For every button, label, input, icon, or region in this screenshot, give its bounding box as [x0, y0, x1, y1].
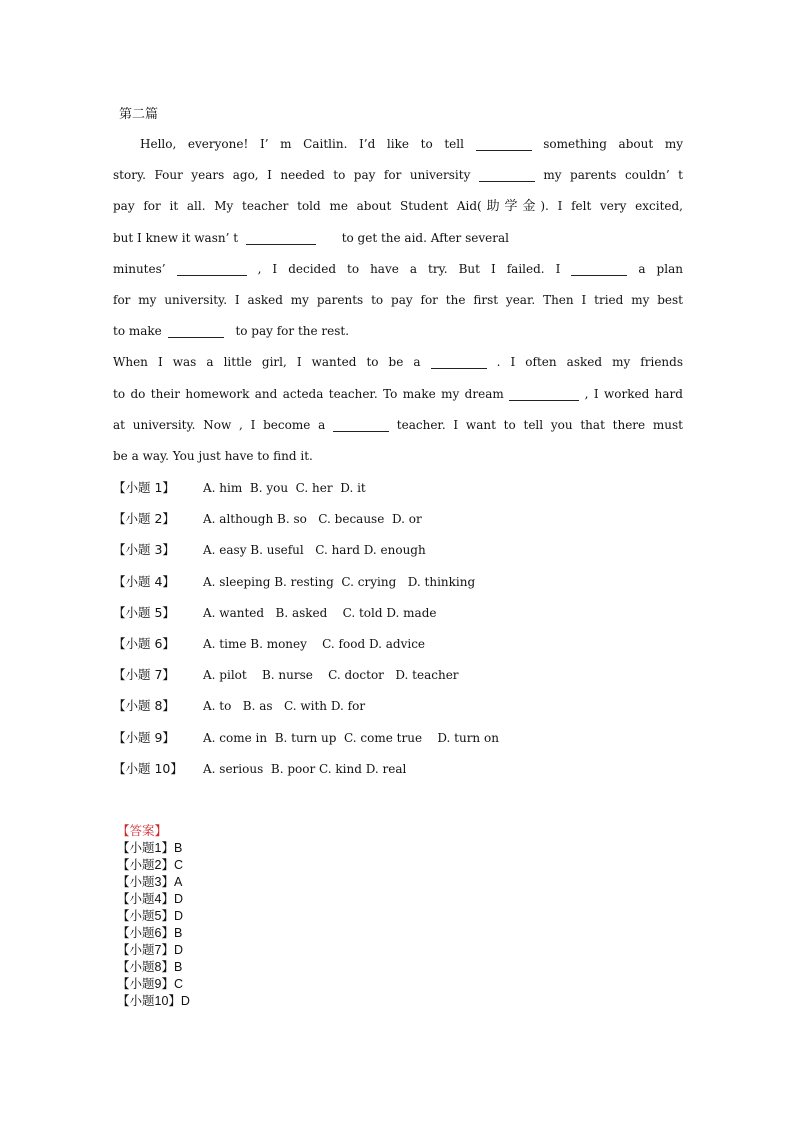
question-item: [113, 538, 683, 569]
question-list: [113, 476, 683, 788]
answer-item: 【小题5】D: [117, 909, 183, 923]
question-options: A. sleeping B. resting C. crying D. thinking: [203, 574, 476, 589]
question-label: 【小题 10】: [113, 760, 183, 776]
blank-9: [333, 417, 389, 432]
question-label: 【小题 6】: [113, 635, 175, 651]
blank-1: [476, 136, 532, 151]
passage-text: be a way. You just have to find it.: [113, 448, 313, 463]
question-options: A. wanted B. asked C. told D. made: [203, 605, 437, 620]
question-options: A. although B. so C. because D. or: [203, 512, 422, 527]
answer-item: 【小题9】C: [117, 977, 183, 991]
question-item: [113, 663, 683, 694]
question-options: A. serious B. poor C. kind D. real: [203, 761, 407, 776]
question-options: A. time B. money C. food D. advice: [203, 636, 426, 651]
blank-4: [177, 261, 247, 276]
passage-text: . I often asked my friends: [496, 355, 683, 370]
passage-text: a plan: [638, 261, 683, 276]
passage-text: minutes’: [113, 261, 166, 276]
passage-line-1: [113, 132, 683, 163]
passage-text: but I knew it wasn’ t: [113, 230, 239, 245]
passage-text: , I decided to have a try. But I failed. I: [257, 261, 561, 276]
question-label: 【小题 1】: [113, 480, 175, 495]
passage-text: When I was a little girl, I wanted to be a: [113, 355, 421, 370]
passage-text: story. Four years ago, I needed to pay for university: [113, 168, 471, 183]
answer-item: 【小题6】B: [117, 926, 183, 940]
passage-line-11: [113, 444, 683, 475]
question-options: A. easy B. useful C. hard D. enough: [203, 543, 426, 558]
passage-text: for my university. I asked my parents to pay for the first year. Then I tried my best: [113, 292, 683, 307]
question-item: [113, 632, 683, 663]
cloze-passage: [113, 132, 683, 475]
passage-text: , I worked hard: [584, 386, 683, 401]
answer-item: 【小题7】D: [117, 943, 183, 957]
answer-item: 【小题3】A: [117, 875, 183, 889]
blank-3: [246, 230, 316, 245]
blank-2: [479, 167, 535, 182]
passage-text: to make: [113, 324, 162, 339]
question-item: [113, 757, 683, 788]
answer-title: 【答案】: [117, 824, 168, 838]
passage-text: Hello, everyone! I’ m Caitlin. I’d like to tell: [140, 137, 464, 151]
question-label: 【小题 2】: [113, 511, 175, 527]
passage-line-9: [113, 382, 683, 413]
passage-text: to get the aid. After several: [341, 230, 509, 245]
question-label: 【小题 7】: [113, 667, 175, 683]
chinese-gloss: 助学金: [481, 199, 541, 215]
section-heading: 第二篇: [119, 107, 159, 122]
question-options: A. him B. you C. her D. it: [203, 481, 366, 495]
passage-text: to pay for the rest.: [235, 324, 350, 339]
answer-item: 【小题10】D: [117, 994, 190, 1008]
passage-line-2: [113, 163, 683, 194]
question-label: 【小题 9】: [113, 729, 175, 745]
passage-text-part: ). I felt very excited,: [540, 199, 683, 214]
passage-text: to do their homework and acteda teacher. To make my dream: [113, 386, 504, 401]
passage-line-7: [113, 319, 683, 350]
question-item: [113, 601, 683, 632]
passage-text: my parents couldn’ t: [543, 168, 683, 183]
blank-6: [168, 323, 224, 338]
answer-key: [117, 823, 190, 1010]
question-item: [113, 570, 683, 601]
question-label: 【小题 8】: [113, 698, 175, 714]
passage-text-part: pay for it all. My teacher told me about Student Aid(: [113, 199, 482, 214]
passage-text: something about my: [543, 137, 683, 151]
passage-text: teacher. I want to tell you that there must: [396, 417, 683, 432]
passage-line-8: [113, 350, 683, 381]
passage-line-10: [113, 413, 683, 444]
question-item: [113, 507, 683, 538]
question-options: A. to B. as C. with D. for: [203, 699, 366, 714]
passage-text: [113, 199, 683, 213]
blank-8: [509, 386, 579, 401]
answer-item: 【小题2】C: [117, 858, 183, 872]
question-item: [113, 476, 683, 507]
blank-7: [431, 354, 487, 369]
answer-item: 【小题8】B: [117, 960, 183, 974]
blank-5: [571, 261, 627, 276]
passage-text: at university. Now , I become a: [113, 417, 326, 432]
answer-item: 【小题1】B: [117, 841, 183, 855]
question-item: [113, 694, 683, 725]
question-item: [113, 726, 683, 757]
passage-line-5: [113, 257, 683, 288]
question-options: A. come in B. turn up C. come true D. turn on: [203, 730, 499, 745]
answer-item: 【小题4】D: [117, 892, 183, 906]
passage-line-3: [113, 194, 683, 225]
passage-line-6: [113, 288, 683, 319]
question-label: 【小题 4】: [113, 573, 175, 589]
question-label: 【小题 5】: [113, 604, 175, 620]
question-options: A. pilot B. nurse C. doctor D. teacher: [203, 668, 459, 683]
question-label: 【小题 3】: [113, 542, 175, 558]
passage-line-4: [113, 226, 683, 257]
